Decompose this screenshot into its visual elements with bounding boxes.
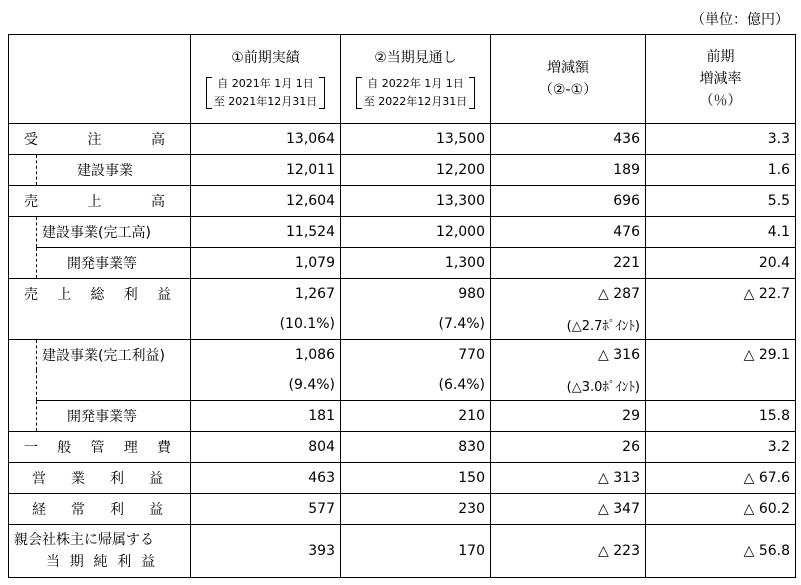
- row-ordinary-diff: △ 347: [491, 494, 646, 525]
- row-gross-dev-curr: 210: [341, 401, 491, 432]
- header-diff-title: 増減額: [547, 60, 589, 76]
- header-rate: [646, 35, 796, 124]
- row-gross-label: 売 上 総 利 益: [9, 279, 191, 310]
- row-gross-const: [9, 340, 796, 371]
- row-net-prev: 393: [191, 525, 341, 578]
- row-sales-rate: 5.5: [646, 186, 796, 217]
- row-net-diff: △ 223: [491, 525, 646, 578]
- row-sales-dev-rate: 20.4: [646, 248, 796, 279]
- header-prev-from: 自 2021年 1月 1日: [217, 77, 314, 90]
- row-sales-const-prev: 11,524: [191, 217, 341, 248]
- row-sales-prev: 12,604: [191, 186, 341, 217]
- row-sales-dev-diff: 221: [491, 248, 646, 279]
- row-sga: [9, 432, 796, 463]
- row-orders-const-curr: 12,200: [341, 155, 491, 186]
- header-diff: [491, 35, 646, 124]
- row-orders-const-rate: 1.6: [646, 155, 796, 186]
- row-gross-dev-rate: 15.8: [646, 401, 796, 432]
- row-orders-const-diff: 189: [491, 155, 646, 186]
- header-prev-to: 至 2021年12月31日: [213, 95, 318, 108]
- row-orders: [9, 124, 796, 155]
- row-sales-diff: 696: [491, 186, 646, 217]
- header-row: [9, 35, 796, 124]
- row-gross-const-ratio-label: [37, 370, 191, 401]
- row-gross-dev: [9, 401, 796, 432]
- row-gross-curr: 980: [341, 279, 491, 310]
- header-curr: [341, 35, 491, 124]
- row-sga-diff: 26: [491, 432, 646, 463]
- row-gross-const-curr-pct: (6.4%): [341, 370, 491, 401]
- header-rate-title2: 増減率: [699, 71, 742, 87]
- row-sales-curr: 13,300: [341, 186, 491, 217]
- row-operating-label: 営 業 利 益: [9, 463, 191, 494]
- row-ordinary-label: 経 常 利 益: [9, 494, 191, 525]
- row-gross-const-diff-pt: (△3.0ﾎﾟｲﾝﾄ): [491, 370, 646, 401]
- row-ordinary: [9, 494, 796, 525]
- row-gross-dev-label: 開発事業等: [37, 401, 191, 432]
- row-sales-dev: [9, 248, 796, 279]
- row-operating-diff: △ 313: [491, 463, 646, 494]
- header-curr-period: [356, 75, 476, 111]
- row-ordinary-curr: 230: [341, 494, 491, 525]
- row-sales-const-curr: 12,000: [341, 217, 491, 248]
- row-sales-const: [9, 217, 796, 248]
- row-gross-dev-prev: 181: [191, 401, 341, 432]
- row-gross-const-curr: 770: [341, 340, 491, 371]
- unit-label: （単位：億円）: [691, 12, 789, 28]
- row-orders-const: [9, 155, 796, 186]
- row-orders-const-label: 建設事業: [37, 155, 191, 186]
- row-operating-curr: 150: [341, 463, 491, 494]
- header-prev-period: [206, 75, 326, 111]
- row-gross-rate-blank: [646, 309, 796, 340]
- row-gross-prev: 1,267: [191, 279, 341, 310]
- row-sga-curr: 830: [341, 432, 491, 463]
- header-curr-title: ②当期見通し: [374, 50, 457, 66]
- row-gross-curr-pct: (7.4%): [341, 309, 491, 340]
- row-gross-const-diff: △ 316: [491, 340, 646, 371]
- row-operating: [9, 463, 796, 494]
- row-gross-ratio: [9, 309, 796, 340]
- row-sales: [9, 186, 796, 217]
- row-net-label2: 当 期 純 利 益: [46, 554, 155, 570]
- header-prev-title: ①前期実績: [231, 50, 300, 66]
- row-operating-rate: △ 67.6: [646, 463, 796, 494]
- header-prev: [191, 35, 341, 124]
- indent-cell: [9, 217, 37, 248]
- header-rate-title1: 前期: [706, 49, 735, 65]
- earnings-forecast-table: [8, 34, 796, 578]
- header-curr-to: 至 2022年12月31日: [363, 95, 468, 108]
- row-sales-dev-label: 開発事業等: [37, 248, 191, 279]
- row-net: [9, 525, 796, 578]
- row-orders-prev: 13,064: [191, 124, 341, 155]
- row-gross-diff: △ 287: [491, 279, 646, 310]
- row-net-rate: △ 56.8: [646, 525, 796, 578]
- row-operating-prev: 463: [191, 463, 341, 494]
- row-gross-const-rate: △ 29.1: [646, 340, 796, 371]
- row-sga-prev: 804: [191, 432, 341, 463]
- row-orders-curr: 13,500: [341, 124, 491, 155]
- row-ordinary-prev: 577: [191, 494, 341, 525]
- row-sales-dev-prev: 1,079: [191, 248, 341, 279]
- row-sales-label: 売 上 高: [9, 186, 191, 217]
- row-gross-const-prev: 1,086: [191, 340, 341, 371]
- header-curr-from: 自 2022年 1月 1日: [367, 77, 464, 90]
- row-gross-const-ratio: [9, 370, 796, 401]
- row-sga-label: 一 般 管 理 費: [9, 432, 191, 463]
- row-gross-ratio-label: [9, 309, 191, 340]
- row-orders-const-prev: 12,011: [191, 155, 341, 186]
- row-sales-const-diff: 476: [491, 217, 646, 248]
- row-gross-const-rate-blank: [646, 370, 796, 401]
- row-gross-diff-pt: (△2.7ﾎﾟｲﾝﾄ): [491, 309, 646, 340]
- indent-cell: [9, 155, 37, 186]
- row-gross-prev-pct: (10.1%): [191, 309, 341, 340]
- row-gross-const-prev-pct: (9.4%): [191, 370, 341, 401]
- header-blank-cell: [9, 35, 191, 124]
- row-net-label1: 親会社株主に帰属する: [14, 532, 154, 548]
- row-gross-rate: △ 22.7: [646, 279, 796, 310]
- row-sales-const-rate: 4.1: [646, 217, 796, 248]
- row-sga-rate: 3.2: [646, 432, 796, 463]
- row-orders-rate: 3.3: [646, 124, 796, 155]
- indent-cell: [9, 340, 37, 432]
- row-ordinary-rate: △ 60.2: [646, 494, 796, 525]
- row-orders-label: 受 注 高: [9, 124, 191, 155]
- row-gross-dev-diff: 29: [491, 401, 646, 432]
- row-gross: [9, 279, 796, 310]
- row-sales-dev-curr: 1,300: [341, 248, 491, 279]
- row-sales-const-label: 建設事業(完工高): [37, 217, 191, 248]
- header-diff-sub: （②-①）: [538, 82, 598, 98]
- row-orders-diff: 436: [491, 124, 646, 155]
- indent-cell: [9, 248, 37, 279]
- row-gross-const-label: 建設事業(完工利益): [37, 340, 191, 371]
- row-net-curr: 170: [341, 525, 491, 578]
- row-net-label: [9, 525, 191, 578]
- header-rate-sub: （％）: [699, 93, 742, 109]
